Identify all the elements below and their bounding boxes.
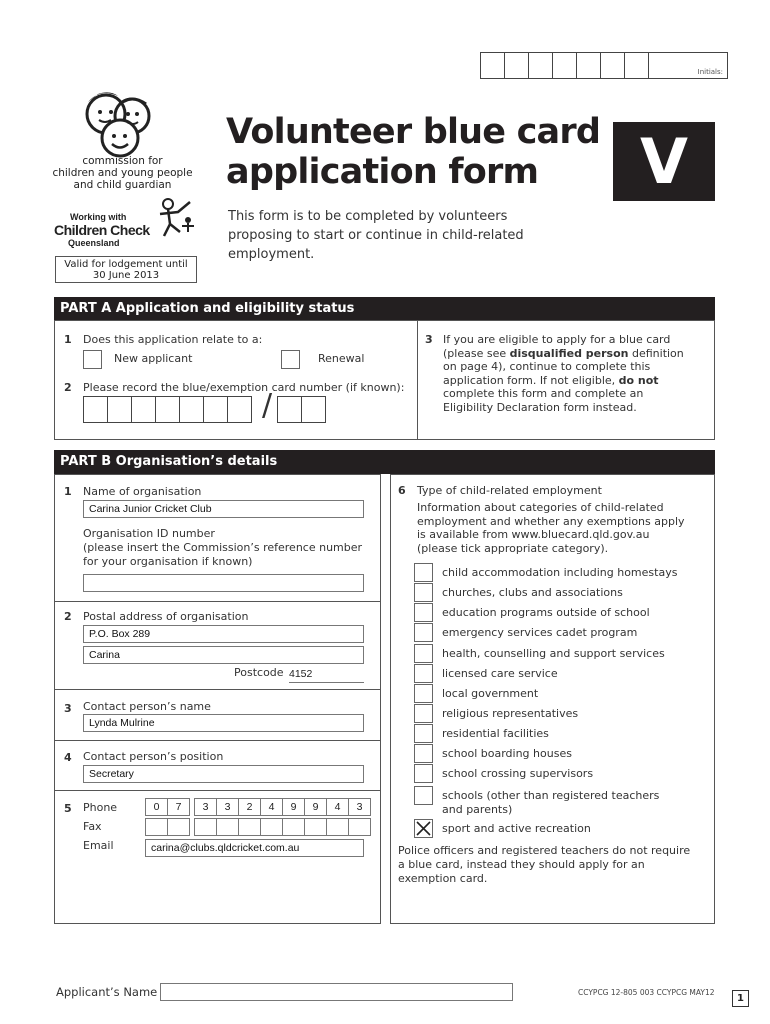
applicant-name-label: Applicant’s Name: [56, 985, 158, 999]
employment-type-label: schools (other than registered teachers: [442, 789, 660, 802]
checkbox[interactable]: [414, 563, 433, 582]
card-number-boxes[interactable]: [83, 396, 251, 423]
phone-digit: 3: [348, 798, 371, 816]
card-issue-boxes[interactable]: [277, 396, 325, 423]
q-a3-line-3: on page 4), continue to complete this: [443, 360, 651, 373]
q-b3-number: 3: [64, 702, 72, 715]
org-id-line-1: Organisation ID number: [83, 527, 215, 540]
q-b6-info-line-3: is available from www.bluecard.qld.gov.au: [417, 528, 650, 541]
q-a3-line-2a: (please see: [443, 346, 510, 360]
q-a3-line-2: [443, 347, 684, 361]
checkbox[interactable]: [414, 764, 433, 783]
org-name: [40, 155, 205, 191]
org-name-field[interactable]: Carina Junior Cricket Club: [83, 500, 364, 518]
phone-digit: 7: [167, 798, 190, 816]
employment-type-label: sport and active recreation: [442, 822, 591, 835]
do-not-term: do not: [618, 373, 659, 387]
disqualified-person-term: disqualified person: [509, 346, 629, 360]
wwcc-figure-icon: [154, 196, 196, 238]
q-a3-line-4: [443, 374, 684, 388]
org-line-3: and child guardian: [73, 179, 172, 191]
q-a1-number: 1: [64, 333, 72, 346]
part-a-header: [54, 297, 715, 321]
form-letter-badge: [613, 122, 715, 201]
checkbox[interactable]: [414, 724, 433, 743]
org-line-1: commission for: [82, 155, 163, 167]
q-a2-label: Please record the blue/exemption card number (if known):: [83, 381, 405, 394]
phone-digit: 4: [260, 798, 283, 816]
email-field[interactable]: carina@clubs.qldcricket.com.au: [145, 839, 364, 857]
q-b6-info-line-4: (please tick appropriate category).: [417, 541, 609, 555]
q-b6-number: 6: [398, 484, 406, 497]
org-id-line-3: for your organisation if known): [83, 555, 253, 568]
cross-mark-icon: [415, 820, 432, 837]
fax-digits[interactable]: [145, 818, 370, 836]
wwcc-line-2: Children Check: [54, 222, 150, 238]
phone-digit: 9: [304, 798, 327, 816]
employment-type-label: school boarding houses: [442, 747, 572, 760]
wwcc-line-3: Queensland: [68, 238, 120, 248]
employment-type-label: education programs outside of school: [442, 606, 650, 619]
employment-type-label: religious representatives: [442, 707, 579, 720]
q-b5-number: 5: [64, 802, 72, 815]
postal-address-label: Postal address of organisation: [83, 610, 249, 623]
q-a3-text: [443, 333, 684, 414]
q-a3-number: 3: [425, 333, 433, 346]
police-note-line-2: a blue card, instead they should apply for an: [398, 858, 645, 871]
part-b-header: [54, 450, 715, 474]
validity-line-1: Valid for lodgement until: [64, 259, 188, 270]
q-b6-label: Type of child-related employment: [417, 484, 602, 497]
phone-digit: 0: [145, 798, 168, 816]
q-b6-info-line-1: Information about categories of child-related: [417, 501, 664, 514]
employment-type-label: health, counselling and support services: [442, 647, 665, 660]
part-a-title: PART A Application and eligibility status: [60, 301, 355, 316]
employment-type-label: school crossing supervisors: [442, 767, 594, 780]
checked-checkbox[interactable]: [414, 819, 433, 838]
q-b6-info: [417, 501, 685, 555]
title-line-2: application form: [226, 152, 539, 192]
employment-type-label: residential facilities: [442, 727, 549, 740]
divider-b2: [54, 689, 381, 690]
employment-type-label-cont: and parents): [442, 803, 513, 816]
org-line-2: children and young people: [52, 167, 193, 179]
checkbox[interactable]: [414, 664, 433, 683]
checkbox[interactable]: [414, 644, 433, 663]
card-number-slash: /: [262, 388, 273, 423]
phone-digit: 2: [238, 798, 261, 816]
checkbox[interactable]: [414, 623, 433, 642]
applicant-name-field[interactable]: [160, 983, 513, 1001]
postcode-label: Postcode: [234, 666, 284, 679]
new-applicant-label: New applicant: [114, 352, 193, 365]
fax-label: Fax: [83, 820, 102, 833]
title-line-1: Volunteer blue card: [226, 112, 601, 152]
phone-digits[interactable]: [145, 798, 370, 816]
contact-position-field[interactable]: Secretary: [83, 765, 364, 783]
subtitle-line-2: proposing to start or continue in child-related: [228, 228, 524, 243]
checkbox[interactable]: [414, 684, 433, 703]
q-b4-number: 4: [64, 751, 72, 764]
checkbox[interactable]: [414, 786, 433, 805]
validity-box: [55, 256, 197, 283]
employment-type-label: emergency services cadet program: [442, 626, 638, 639]
part-b-title: PART B Organisation’s details: [60, 454, 278, 469]
phone-digit: 3: [194, 798, 217, 816]
phone-digit: 9: [282, 798, 305, 816]
q-a3-line-4a: application form. If not eligible,: [443, 373, 619, 387]
employment-type-label: churches, clubs and associations: [442, 586, 623, 599]
wwcc-logo: [54, 212, 194, 252]
org-id-label: [83, 527, 362, 569]
page-title: [226, 112, 600, 192]
postcode-field[interactable]: 4152: [289, 667, 364, 683]
q-b1-number: 1: [64, 485, 72, 498]
wwcc-line-1: Working with: [70, 212, 127, 222]
contact-position-label: Contact person’s position: [83, 750, 224, 763]
phone-label: Phone: [83, 801, 118, 814]
part-a-divider: [417, 320, 418, 440]
renewal-label: Renewal: [318, 352, 365, 365]
contact-name-field[interactable]: Lynda Mulrine: [83, 714, 364, 732]
org-id-field[interactable]: [83, 574, 364, 592]
divider-b4: [54, 790, 381, 791]
police-note: [398, 844, 690, 886]
subtitle: [228, 207, 524, 264]
employment-type-label: child accommodation including homestays: [442, 566, 678, 579]
form-letter: V: [640, 125, 688, 198]
subtitle-line-3: employment.: [228, 247, 315, 262]
org-id-line-2: (please insert the Commission’s reference number: [83, 541, 363, 554]
phone-digit: 4: [326, 798, 349, 816]
phone-digit: 3: [216, 798, 239, 816]
q-a3-line-5: complete this form and complete an: [443, 387, 644, 400]
email-label: Email: [83, 839, 114, 852]
validity-line-2: 30 June 2013: [92, 270, 160, 281]
police-note-line-3: exemption card.: [398, 872, 488, 885]
postal-line2-field[interactable]: Carina: [83, 646, 364, 664]
initials-boxes[interactable]: [480, 52, 727, 79]
employment-type-label: local government: [442, 687, 539, 700]
page-number-box: [732, 990, 749, 1007]
new-applicant-checkbox[interactable]: [83, 350, 102, 369]
postal-line1-field[interactable]: P.O. Box 289: [83, 625, 364, 643]
divider-b3: [54, 740, 381, 741]
form-code: CCYPCG 12-805 003 CCYPCG MAY12: [578, 988, 715, 997]
checkbox[interactable]: [414, 603, 433, 622]
checkbox[interactable]: [414, 744, 433, 763]
checkbox[interactable]: [414, 583, 433, 602]
ccypcg-logo-icon: [80, 88, 160, 160]
subtitle-line-1: This form is to be completed by volunteers: [228, 209, 508, 224]
contact-name-label: Contact person’s name: [83, 700, 211, 713]
q-a3-line-1: If you are eligible to apply for a blue card: [443, 333, 671, 346]
police-note-line-1: Police officers and registered teachers do not require: [398, 844, 691, 857]
q-b6-info-line-2: employment and whether any exemptions apply: [417, 514, 685, 528]
checkbox[interactable]: [414, 704, 433, 723]
employment-type-label: licensed care service: [442, 667, 558, 680]
divider-b1: [54, 601, 381, 602]
renewal-checkbox[interactable]: [281, 350, 300, 369]
initials-label: Initials:: [697, 68, 723, 76]
q-b2-number: 2: [64, 610, 72, 623]
q-a3-line-6: Eligibility Declaration form instead.: [443, 400, 637, 414]
q-a1-label: Does this application relate to a:: [83, 333, 263, 346]
page-number: 1: [737, 993, 744, 1004]
q-a2-number: 2: [64, 381, 72, 394]
org-name-label: Name of organisation: [83, 485, 202, 498]
q-a3-line-2c: definition: [628, 346, 684, 360]
